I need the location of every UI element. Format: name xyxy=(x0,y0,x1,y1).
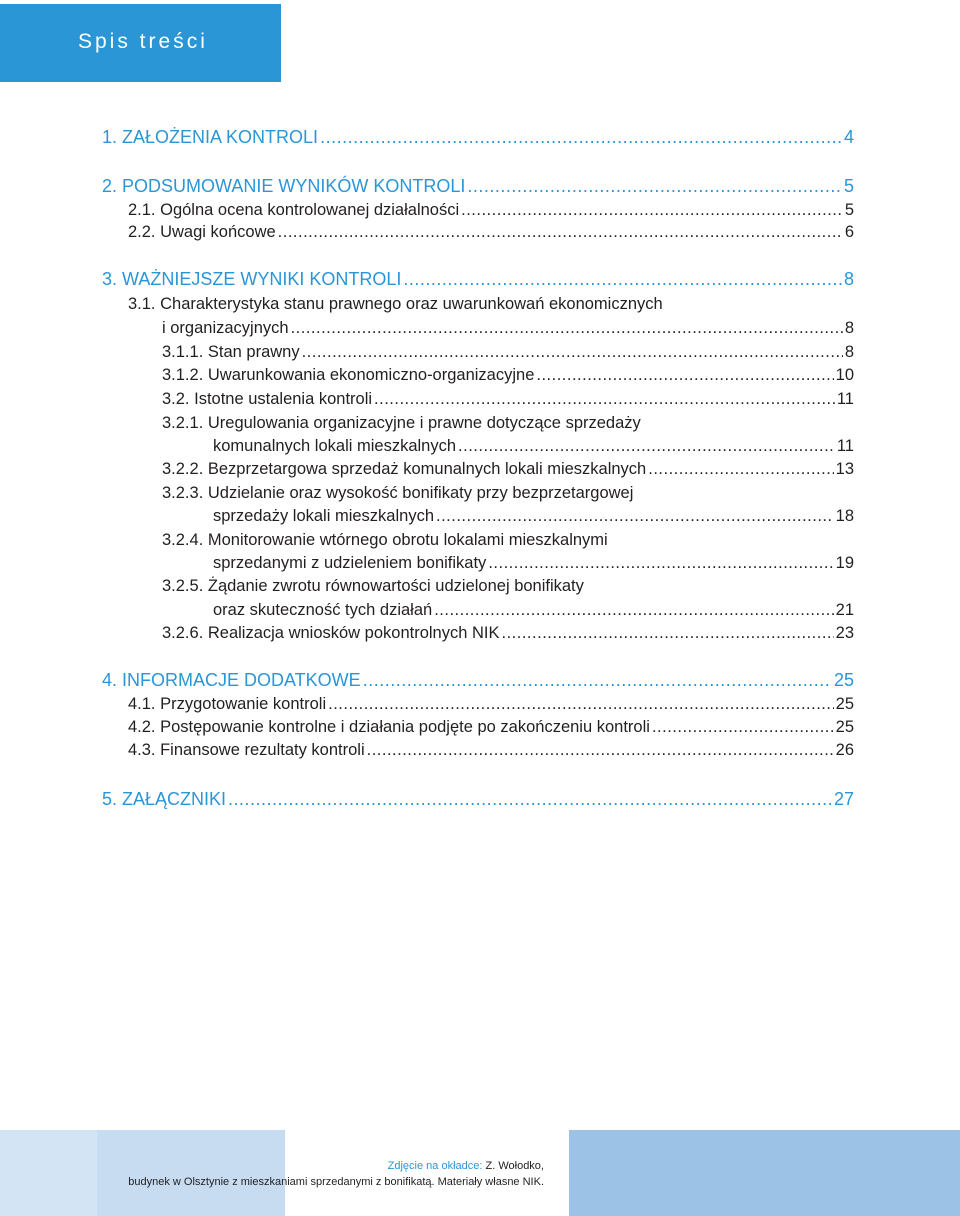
toc-entry-label: komunalnych lokali mieszkalnych xyxy=(213,437,457,455)
toc-page-number: 13 xyxy=(835,460,854,478)
toc-page-number: 4 xyxy=(843,127,854,147)
toc-leader-dots xyxy=(363,670,832,690)
toc-page-number: 27 xyxy=(833,789,854,809)
toc-leader-dots xyxy=(320,127,842,147)
toc-leader-dots xyxy=(403,269,842,289)
toc-entry[interactable] xyxy=(102,670,854,690)
toc-page-number: 8 xyxy=(844,343,854,361)
toc-entry-label: 3.2.4. Monitorowanie wtórnego obrotu lokalami mieszkalnymi xyxy=(162,531,608,549)
toc-entry-label: 3.2.3. Udzielanie oraz wysokość bonifikaty przy bezprzetargowej xyxy=(162,484,634,502)
toc-entry[interactable] xyxy=(102,789,854,809)
toc-entry-label: 4. INFORMACJE DODATKOWE xyxy=(102,670,361,690)
toc-entry[interactable] xyxy=(128,694,854,714)
toc-entry[interactable] xyxy=(128,717,854,737)
toc-entry[interactable] xyxy=(213,553,854,573)
toc-entry[interactable] xyxy=(102,176,854,196)
toc-entry-label: 3.2.1. Uregulowania organizacyjne i prawne dotyczące sprzedaży xyxy=(162,414,641,432)
toc-entry[interactable] xyxy=(162,365,854,385)
toc-page-number: 18 xyxy=(835,507,854,525)
toc-entry-label: 3.2.6. Realizacja wniosków pokontrolnych NIK xyxy=(162,624,500,642)
toc-page-number: 5 xyxy=(843,176,854,196)
toc-leader-dots xyxy=(374,389,835,409)
toc-entry[interactable] xyxy=(162,318,854,338)
toc-entry[interactable] xyxy=(162,459,854,479)
toc-entry-label: 3. WAŻNIEJSZE WYNIKI KONTROLI xyxy=(102,269,402,289)
toc-page-number: 26 xyxy=(835,741,854,759)
toc-entry[interactable] xyxy=(128,200,854,220)
toc-page-number: 6 xyxy=(844,223,854,241)
photo-credit-caption: budynek w Olsztynie z mieszkaniami sprzedanymi z bonifikatą. Materiały własne NIK. xyxy=(128,1176,544,1188)
toc-entry-label: sprzedaży lokali mieszkalnych xyxy=(213,507,435,525)
toc-entry[interactable] xyxy=(162,623,854,643)
toc-page-number: 5 xyxy=(844,201,854,219)
toc-page-number: 11 xyxy=(836,390,854,408)
toc-entry-label: i organizacyjnych xyxy=(162,319,289,337)
toc-entry-label: 4.2. Postępowanie kontrolne i działania podjęte po zakończeniu kontroli xyxy=(128,718,650,736)
toc-entry[interactable] xyxy=(102,127,854,147)
toc-page-number: 25 xyxy=(835,695,854,713)
toc-page-number: 25 xyxy=(835,718,854,736)
toc-entry-label: oraz skuteczność tych działań xyxy=(213,601,433,619)
photo-credit xyxy=(96,1158,544,1174)
toc-page-number: 25 xyxy=(833,670,854,690)
toc-leader-dots xyxy=(488,553,833,573)
toc-page-number: 21 xyxy=(835,601,854,619)
toc-entry[interactable] xyxy=(213,506,854,526)
photo-credit-author: Z. Wołodko, xyxy=(485,1160,544,1172)
toc-entry[interactable] xyxy=(128,740,854,760)
toc-leader-dots xyxy=(467,176,842,196)
toc-leader-dots xyxy=(648,459,833,479)
toc-leader-dots xyxy=(436,506,834,526)
toc-page-number: 23 xyxy=(835,624,854,642)
toc-page-number: 8 xyxy=(843,269,854,289)
toc-entry-label: sprzedanymi z udzieleniem bonifikaty xyxy=(213,554,487,572)
toc-entry[interactable] xyxy=(213,600,854,620)
footer-band xyxy=(569,1130,960,1216)
toc-page-number: 8 xyxy=(844,319,854,337)
toc-leader-dots xyxy=(367,740,834,760)
toc-page-number: 10 xyxy=(835,366,854,384)
toc-entry[interactable] xyxy=(162,342,854,362)
toc-entry-label: 3.1. Charakterystyka stanu prawnego oraz uwarunkowań ekonomicznych xyxy=(128,295,663,313)
toc-entry[interactable] xyxy=(102,269,854,289)
toc-entry[interactable] xyxy=(128,222,854,242)
toc-leader-dots xyxy=(278,222,843,242)
photo-credit-label: Zdjęcie na okładce: xyxy=(387,1160,483,1172)
toc-entry[interactable] xyxy=(213,436,854,456)
toc-leader-dots xyxy=(328,694,834,714)
toc-entry-label: 5. ZAŁĄCZNIKI xyxy=(102,789,227,809)
toc-entry[interactable] xyxy=(162,389,854,409)
toc-leader-dots xyxy=(302,342,843,362)
toc-leader-dots xyxy=(461,200,843,220)
toc-leader-dots xyxy=(502,623,834,643)
toc-entry-label: 3.2. Istotne ustalenia kontroli xyxy=(162,390,373,408)
toc-leader-dots xyxy=(228,789,832,809)
toc-page-number: 19 xyxy=(835,554,854,572)
toc-leader-dots xyxy=(652,717,834,737)
toc-leader-dots xyxy=(536,365,833,385)
toc-entry-label: 4.3. Finansowe rezultaty kontroli xyxy=(128,741,365,759)
toc-entry-label: 4.1. Przygotowanie kontroli xyxy=(128,695,327,713)
toc-entry-label: 3.1.2. Uwarunkowania ekonomiczno-organizacyjne xyxy=(162,366,535,384)
toc-page-number: 11 xyxy=(836,437,854,455)
toc-entry-label: 3.2.5. Żądanie zwrotu równowartości udzielonej bonifikaty xyxy=(162,577,584,595)
toc-entry-label: 2.2. Uwagi końcowe xyxy=(128,223,276,241)
toc-leader-dots xyxy=(458,436,835,456)
page-title: Spis treści xyxy=(78,30,208,53)
toc-entry-label: 2. PODSUMOWANIE WYNIKÓW KONTROLI xyxy=(102,176,466,196)
toc-entry-label: 3.2.2. Bezprzetargowa sprzedaż komunalnych lokali mieszkalnych xyxy=(162,460,647,478)
toc-entry-label: 3.1.1. Stan prawny xyxy=(162,343,300,361)
toc-leader-dots xyxy=(291,318,843,338)
toc-leader-dots xyxy=(434,600,833,620)
footer-band xyxy=(0,1130,97,1216)
toc-entry-label: 1. ZAŁOŻENIA KONTROLI xyxy=(102,127,319,147)
toc-entry-label: 2.1. Ogólna ocena kontrolowanej działalności xyxy=(128,201,460,219)
